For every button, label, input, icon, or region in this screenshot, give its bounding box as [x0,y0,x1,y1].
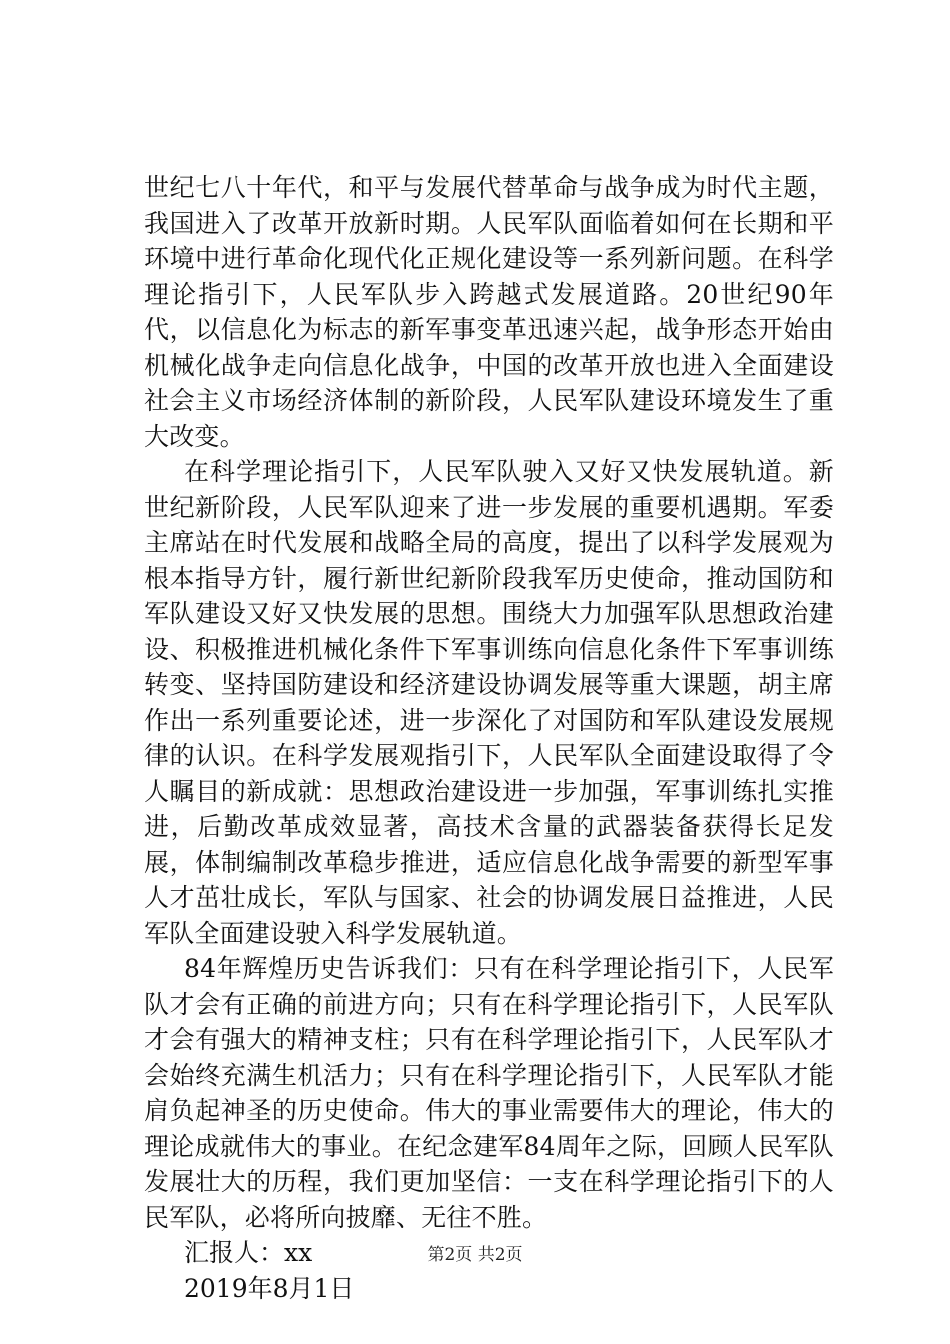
date-line: 2019年8月1日 [184,1273,355,1303]
page-footer: 第2页 共2页 [427,1245,523,1265]
paragraph-2: 在科学理论指引下，人民军队驶入又好又快发展轨道。新世纪新阶段，人民军队迎来了进一步发展的重要机遇期。军委主席站在时代发展和战略全局的高度，提出了以科学发展观为根本指导方针，履行新世纪新阶段我军历史使命，推动国防和军队建设又好又快发展的思想。围绕大力加强军队思想政治建设、积极推进机械化条件下军事训练向信息化条件下军事训练转变、坚持国防建设和经济建设协调发展等重大课题，胡主席作出一系列重要论述，进一步深化了对国防和军队建设发展规律的认识。在科学发展观指引下，人民军队全面建设取得了令人瞩目的新成就：思想政治建设进一步加强，军事训练扎实推进，后勤改革成效显著，高技术含量的武器装备获得长足发展，体制编制改革稳步推进，适应信息化战争需要的新型军事人才茁壮成长，军队与国家、社会的协调发展日益推进，人民军队全面建设驶入科学发展轨道。 [144,457,834,948]
paragraph-3: 84年辉煌历史告诉我们：只有在科学理论指引下，人民军队才会有正确的前进方向；只有在科学理论指引下，人民军队才会有强大的精神支柱；只有在科学理论指引下，人民军队才会始终充满生机活力；只有在科学理论指引下，人民军队才能肩负起神圣的历史使命。伟大的事业需要伟大的理论，伟大的理论成就伟大的事业。在纪念建军84周年之际，回顾人民军队发展壮大的历程，我们更加坚信：一支在科学理论指引下的人民军队，必将所向披靡、无往不胜。 [144,954,834,1232]
paragraph-1: 世纪七八十年代，和平与发展代替革命与战争成为时代主题，我国进入了改革开放新时期。人民军队面临着如何在长期和平环境中进行革命化现代化正规化建设等一系列新问题。在科学理论指引下，人民军队步入跨越式发展道路。20世纪90年代，以信息化为标志的新军事变革迅速兴起，战争形态开始由机械化战争走向信息化战争，中国的改革开放也进入全面建设社会主义市场经济体制的新阶段，人民军队建设环境发生了重大改变。 [144,173,834,451]
reporter-line: 汇报人：xx [184,1238,313,1267]
document-body [144,170,834,1306]
